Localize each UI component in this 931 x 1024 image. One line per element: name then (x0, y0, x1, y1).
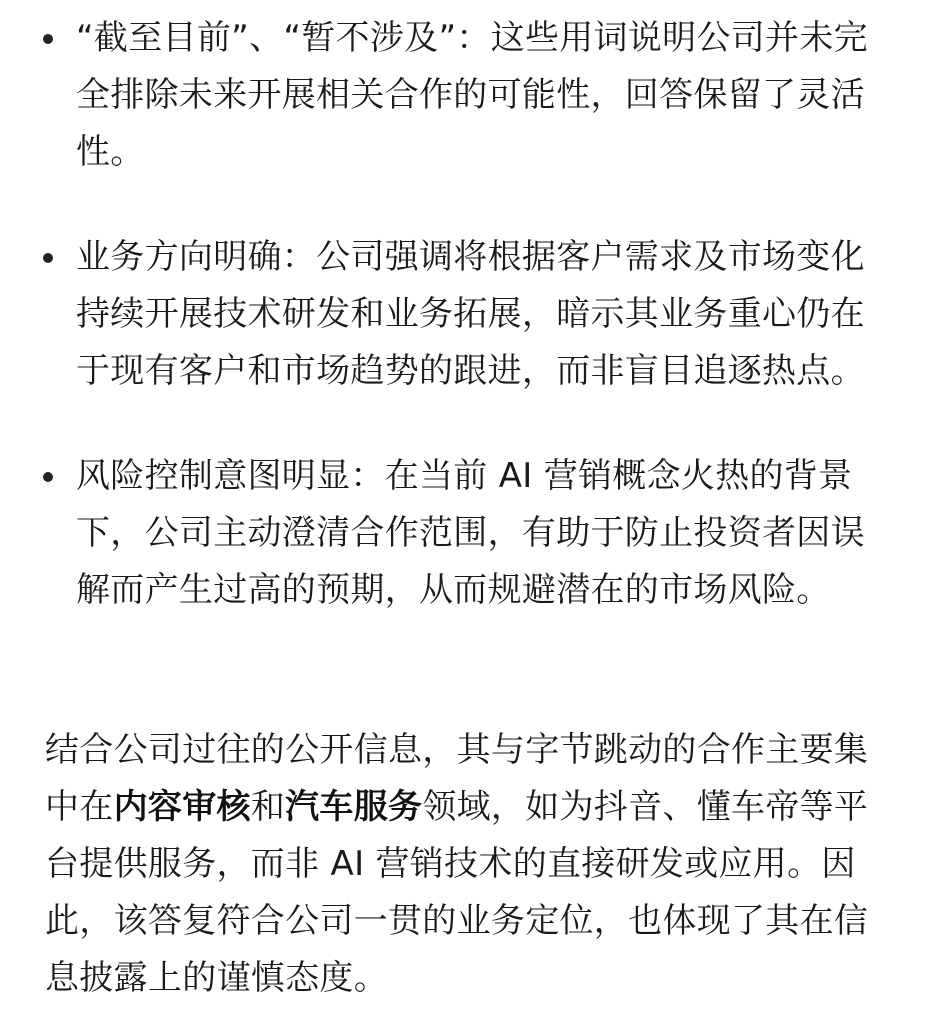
summary-paragraph (45, 722, 875, 1007)
list-item-text: “截至目前”、“暂不涉及”：这些用词说明公司并未完全排除未来开展相关合作的可能性，回答保留了灵活性。 (76, 18, 868, 172)
bullet-list (0, 10, 931, 667)
list-item-text: 业务方向明确：公司强调将根据客户需求及市场变化持续开展技术研发和业务拓展，暗示其业务重心仍在于现有客户和市场趋势的跟进，而非盲目追逐热点。 (76, 237, 865, 391)
list-item (0, 229, 931, 400)
summary-bold-content-review: 内容审核 (113, 787, 251, 827)
summary-text-part3: 领域，如为抖音、懂车帝等平台提供服务，而非 AI 营销技术的直接研发或应用。因此，该答复符合公司一贯的业务定位，也体现了其在信息披露上的谨慎态度。 (45, 787, 869, 998)
summary-bold-auto-service: 汽车服务 (285, 787, 423, 827)
list-item-text: 风险控制意图明显：在当前 AI 营销概念火热的背景下，公司主动澄清合作范围，有助于防止投资者因误解而产生过高的预期，从而规避潜在的市场风险。 (76, 456, 865, 610)
bullet-dot-icon (43, 472, 53, 482)
bullet-dot-icon (43, 253, 53, 263)
summary-text-part2: 和 (250, 787, 286, 827)
list-item (0, 448, 931, 619)
bullet-dot-icon (43, 34, 53, 44)
summary-text-part1: 结合公司过往的公开信息，其与字节跳动的合作主要集中在 (45, 730, 869, 827)
list-item (0, 10, 931, 181)
